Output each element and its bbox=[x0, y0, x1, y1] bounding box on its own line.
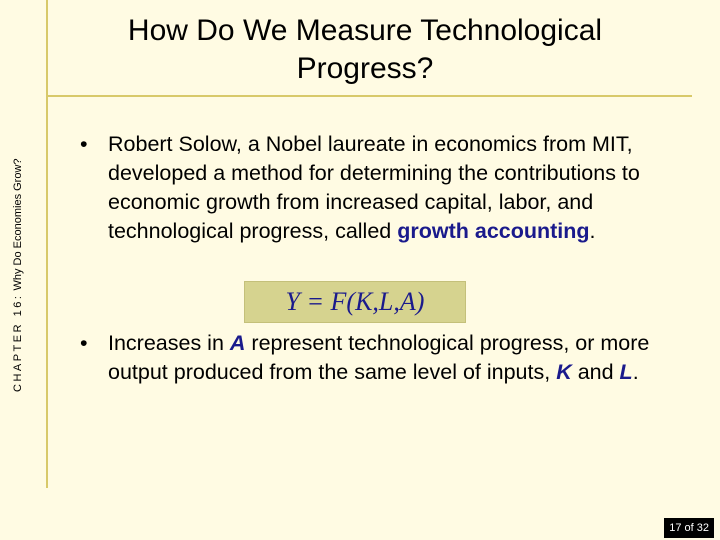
symbol-k: K bbox=[556, 360, 572, 384]
bullet-body: Robert Solow, a Nobel laureate in economics from MIT, developed a method for determining the contributions to economic growth from increased capital, labor, and technological progress, called bbox=[108, 132, 640, 243]
page-number-badge: 17 of 32 bbox=[664, 518, 714, 538]
formula-box: Y = F(K,L,A) bbox=[244, 281, 466, 323]
key-term: growth accounting bbox=[397, 219, 590, 243]
bullet-text bbox=[108, 329, 655, 387]
bullet-text bbox=[108, 130, 655, 246]
bullet-part: Increases in bbox=[108, 331, 230, 355]
symbol-a: A bbox=[229, 331, 246, 355]
vertical-divider bbox=[46, 0, 48, 488]
bullet-item-increases bbox=[80, 329, 655, 387]
bullet-part: represent technological progress, or more output produced from the same level of inputs, bbox=[108, 331, 650, 384]
bullet-end: . bbox=[632, 360, 639, 384]
bullet-item-solow bbox=[80, 130, 655, 246]
chapter-label bbox=[12, 72, 24, 392]
symbol-l: L bbox=[619, 360, 633, 384]
bullet-part: and bbox=[571, 360, 620, 384]
bullet-marker: • bbox=[80, 132, 88, 156]
title-divider bbox=[46, 95, 692, 97]
chapter-number: CHAPTER 16: bbox=[12, 293, 24, 392]
bullet-end: . bbox=[589, 219, 596, 243]
bullet-marker: • bbox=[80, 331, 88, 355]
chapter-title: Why Do Economies Grow? bbox=[12, 158, 24, 291]
slide-title: How Do We Measure Technological Progress? bbox=[127, 14, 603, 85]
